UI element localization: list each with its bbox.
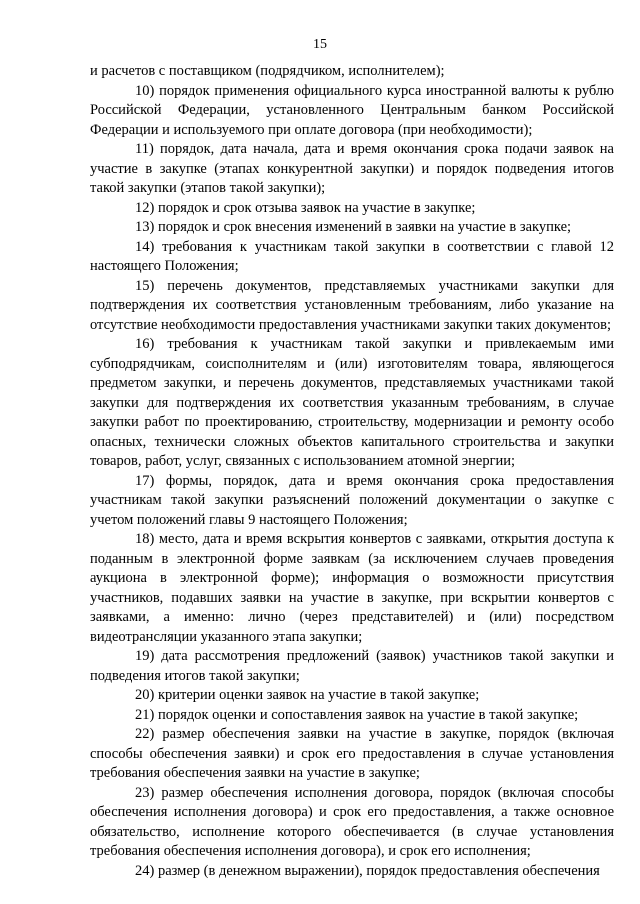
paragraph-item-19: 19) дата рассмотрения предложений (заявок) участников такой закупки и подведения итогов такой закупки; (90, 648, 614, 684)
page-number: 15 (313, 37, 327, 52)
paragraph-item-16: 16) требования к участникам такой закупки и привлекаемым ими субподрядчикам, соисполнителям и (или) изготовителям товара, являющегося предметом закупки, и перечень документов, представляемых участниками такой закупки для подтверждения их соответствия указанным требованиям, в случае закупки работ по проектированию, строительству, модернизации и ремонту особо опасных, технически сложных объектов капитального строительства и закупки товаров, работ, услуг, связанных с использованием атомной энергии; (90, 336, 614, 469)
paragraph-item-20: 20) критерии оценки заявок на участие в такой закупке; (135, 687, 480, 703)
paragraph-item-11: 11) порядок, дата начала, дата и время окончания срока подачи заявок на участие в закупке (этапах конкурентной закупки) и порядок подведения итогов такой закупки (этапов такой закупки); (90, 141, 614, 196)
paragraph-item-12: 12) порядок и срок отзыва заявок на участие в закупке; (135, 199, 476, 216)
paragraph-item-15: 15) перечень документов, представляемых участниками закупки для подтверждения их соответствия установленным требованиям, либо указание на отсутствие необходимости предоставления участниками закупки таких документов; (90, 277, 614, 333)
paragraph-item-10: 10) порядок применения официального курса иностранной валюты к рублю Российской Федерации, установленного Центральным банком Российской Федерации и используемого при оплате договора (при необходимости); (90, 82, 614, 138)
paragraph-item-23: 23) размер обеспечения исполнения договора, порядок (включая способы обеспечения исполнения договора) и срок его предоставления, а также основное обязательство, исполнение которого обеспечивается (в случае установления требования обеспечения исполнения договора), и срок его исполнения; (90, 784, 614, 859)
paragraph-item-13: 13) порядок и срок внесения изменений в заявки на участие в закупке; (135, 219, 572, 235)
document-body (90, 62, 614, 881)
paragraph-item-21: 21) порядок оценки и сопоставления заявок на участие в такой закупке; (135, 706, 579, 723)
paragraph-item-18: 18) место, дата и время вскрытия конвертов с заявками, открытия доступа к поданным в электронной форме заявкам (за исключением случаев проведения аукциона в электронной форме); информация о возможности присутствия участников, подавших заявки на участие в закупке, при вскрытии конвертов с заявками, а именно: лично (через представителей) и (или) посредством видеотрансляции указанного этапа закупки; (90, 531, 614, 645)
paragraph-item-24: 24) размер (в денежном выражении), порядок предоставления обеспечения (135, 862, 600, 879)
paragraph-item-17: 17) формы, порядок, дата и время окончания срока предоставления участникам такой закупки разъяснений положений документации о закупке с учетом положений главы 9 настоящего Положения; (90, 472, 614, 528)
paragraph-item-14: 14) требования к участникам такой закупки в соответствии с главой 12 настоящего Положения; (90, 238, 614, 274)
paragraph-item-22: 22) размер обеспечения заявки на участие в закупке, порядок (включая способы обеспечения заявки) и срок его предоставления в случае установления требования обеспечения заявки на участие в закупке; (90, 726, 614, 781)
paragraph-continuation: и расчетов с поставщиком (подрядчиком, исполнителем); (90, 63, 445, 79)
